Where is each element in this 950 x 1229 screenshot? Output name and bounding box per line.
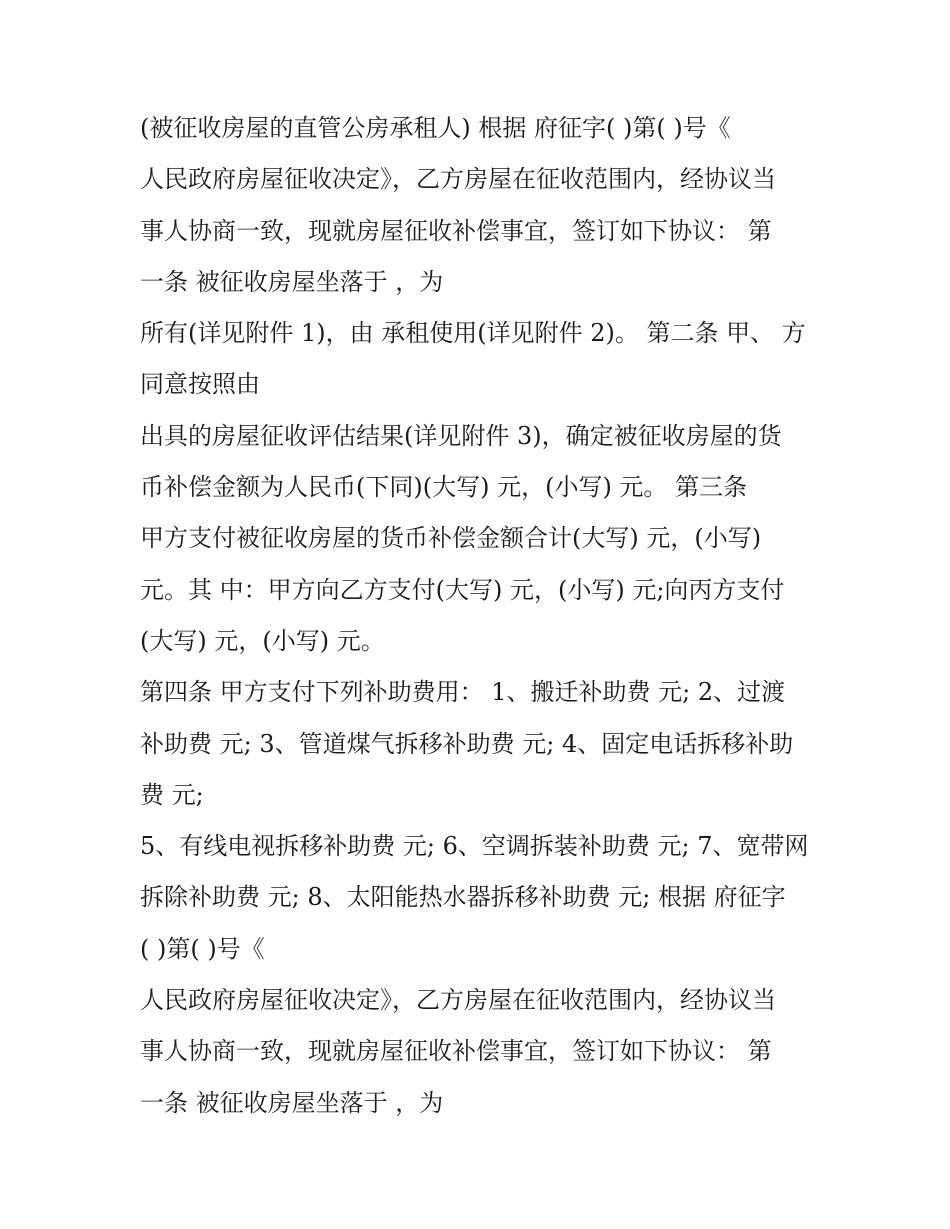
text-line: 人民政府房屋征收决定》，乙方房屋在征收范围内，经协议当 — [140, 986, 776, 1015]
text-line: ( )第( )号《 — [140, 934, 265, 963]
text-line: 元。其 中：甲方向乙方支付(大写) 元，(小写) 元;向丙方支付 — [140, 575, 785, 604]
text-line: 费 元; — [140, 780, 204, 809]
text-line: 所有(详见附件 1)，由 承租使用(详见附件 2)。 第二条 甲、 方 — [140, 319, 806, 348]
text-line: 人民政府房屋征收决定》，乙方房屋在征收范围内，经协议当 — [140, 165, 776, 194]
text-line: 事人协商一致，现就房屋征收补偿事宜，签订如下协议： 第 — [140, 216, 772, 245]
text-line: 甲方支付被征收房屋的货币补偿金额合计(大写) 元，(小写) — [140, 524, 762, 553]
text-line: 拆除补助费 元; 8、太阳能热水器拆移补助费 元; 根据 府征字 — [140, 883, 786, 912]
text-line: 同意按照由 — [140, 370, 260, 399]
text-line: 一条 被征收房屋坐落于 ，为 — [140, 1088, 444, 1117]
text-line: (大写) 元，(小写) 元。 — [140, 626, 385, 655]
text-line: (被征收房屋的直管公房承租人) 根据 府征字( )第( )号《 — [140, 114, 731, 142]
text-line: 5、有线电视拆移补助费 元; 6、空调拆装补助费 元; 7、宽带网 — [140, 832, 809, 861]
text-line: 一条 被征收房屋坐落于 ，为 — [140, 267, 444, 296]
text-line: 出具的房屋征收评估结果(详见附件 3)，确定被征收房屋的货 — [140, 421, 782, 450]
text-line: 事人协商一致，现就房屋征收补偿事宜，签订如下协议： 第 — [140, 1037, 772, 1066]
text-line: 补助费 元; 3、管道煤气拆移补助费 元; 4、固定电话拆移补助 — [140, 729, 794, 758]
document-body — [140, 108, 830, 1134]
text-line: 币补偿金额为人民币(下同)(大写) 元，(小写) 元。 第三条 — [140, 473, 748, 502]
text-line: 第四条 甲方支付下列补助费用： 1、搬迁补助费 元; 2、过渡 — [140, 678, 786, 707]
